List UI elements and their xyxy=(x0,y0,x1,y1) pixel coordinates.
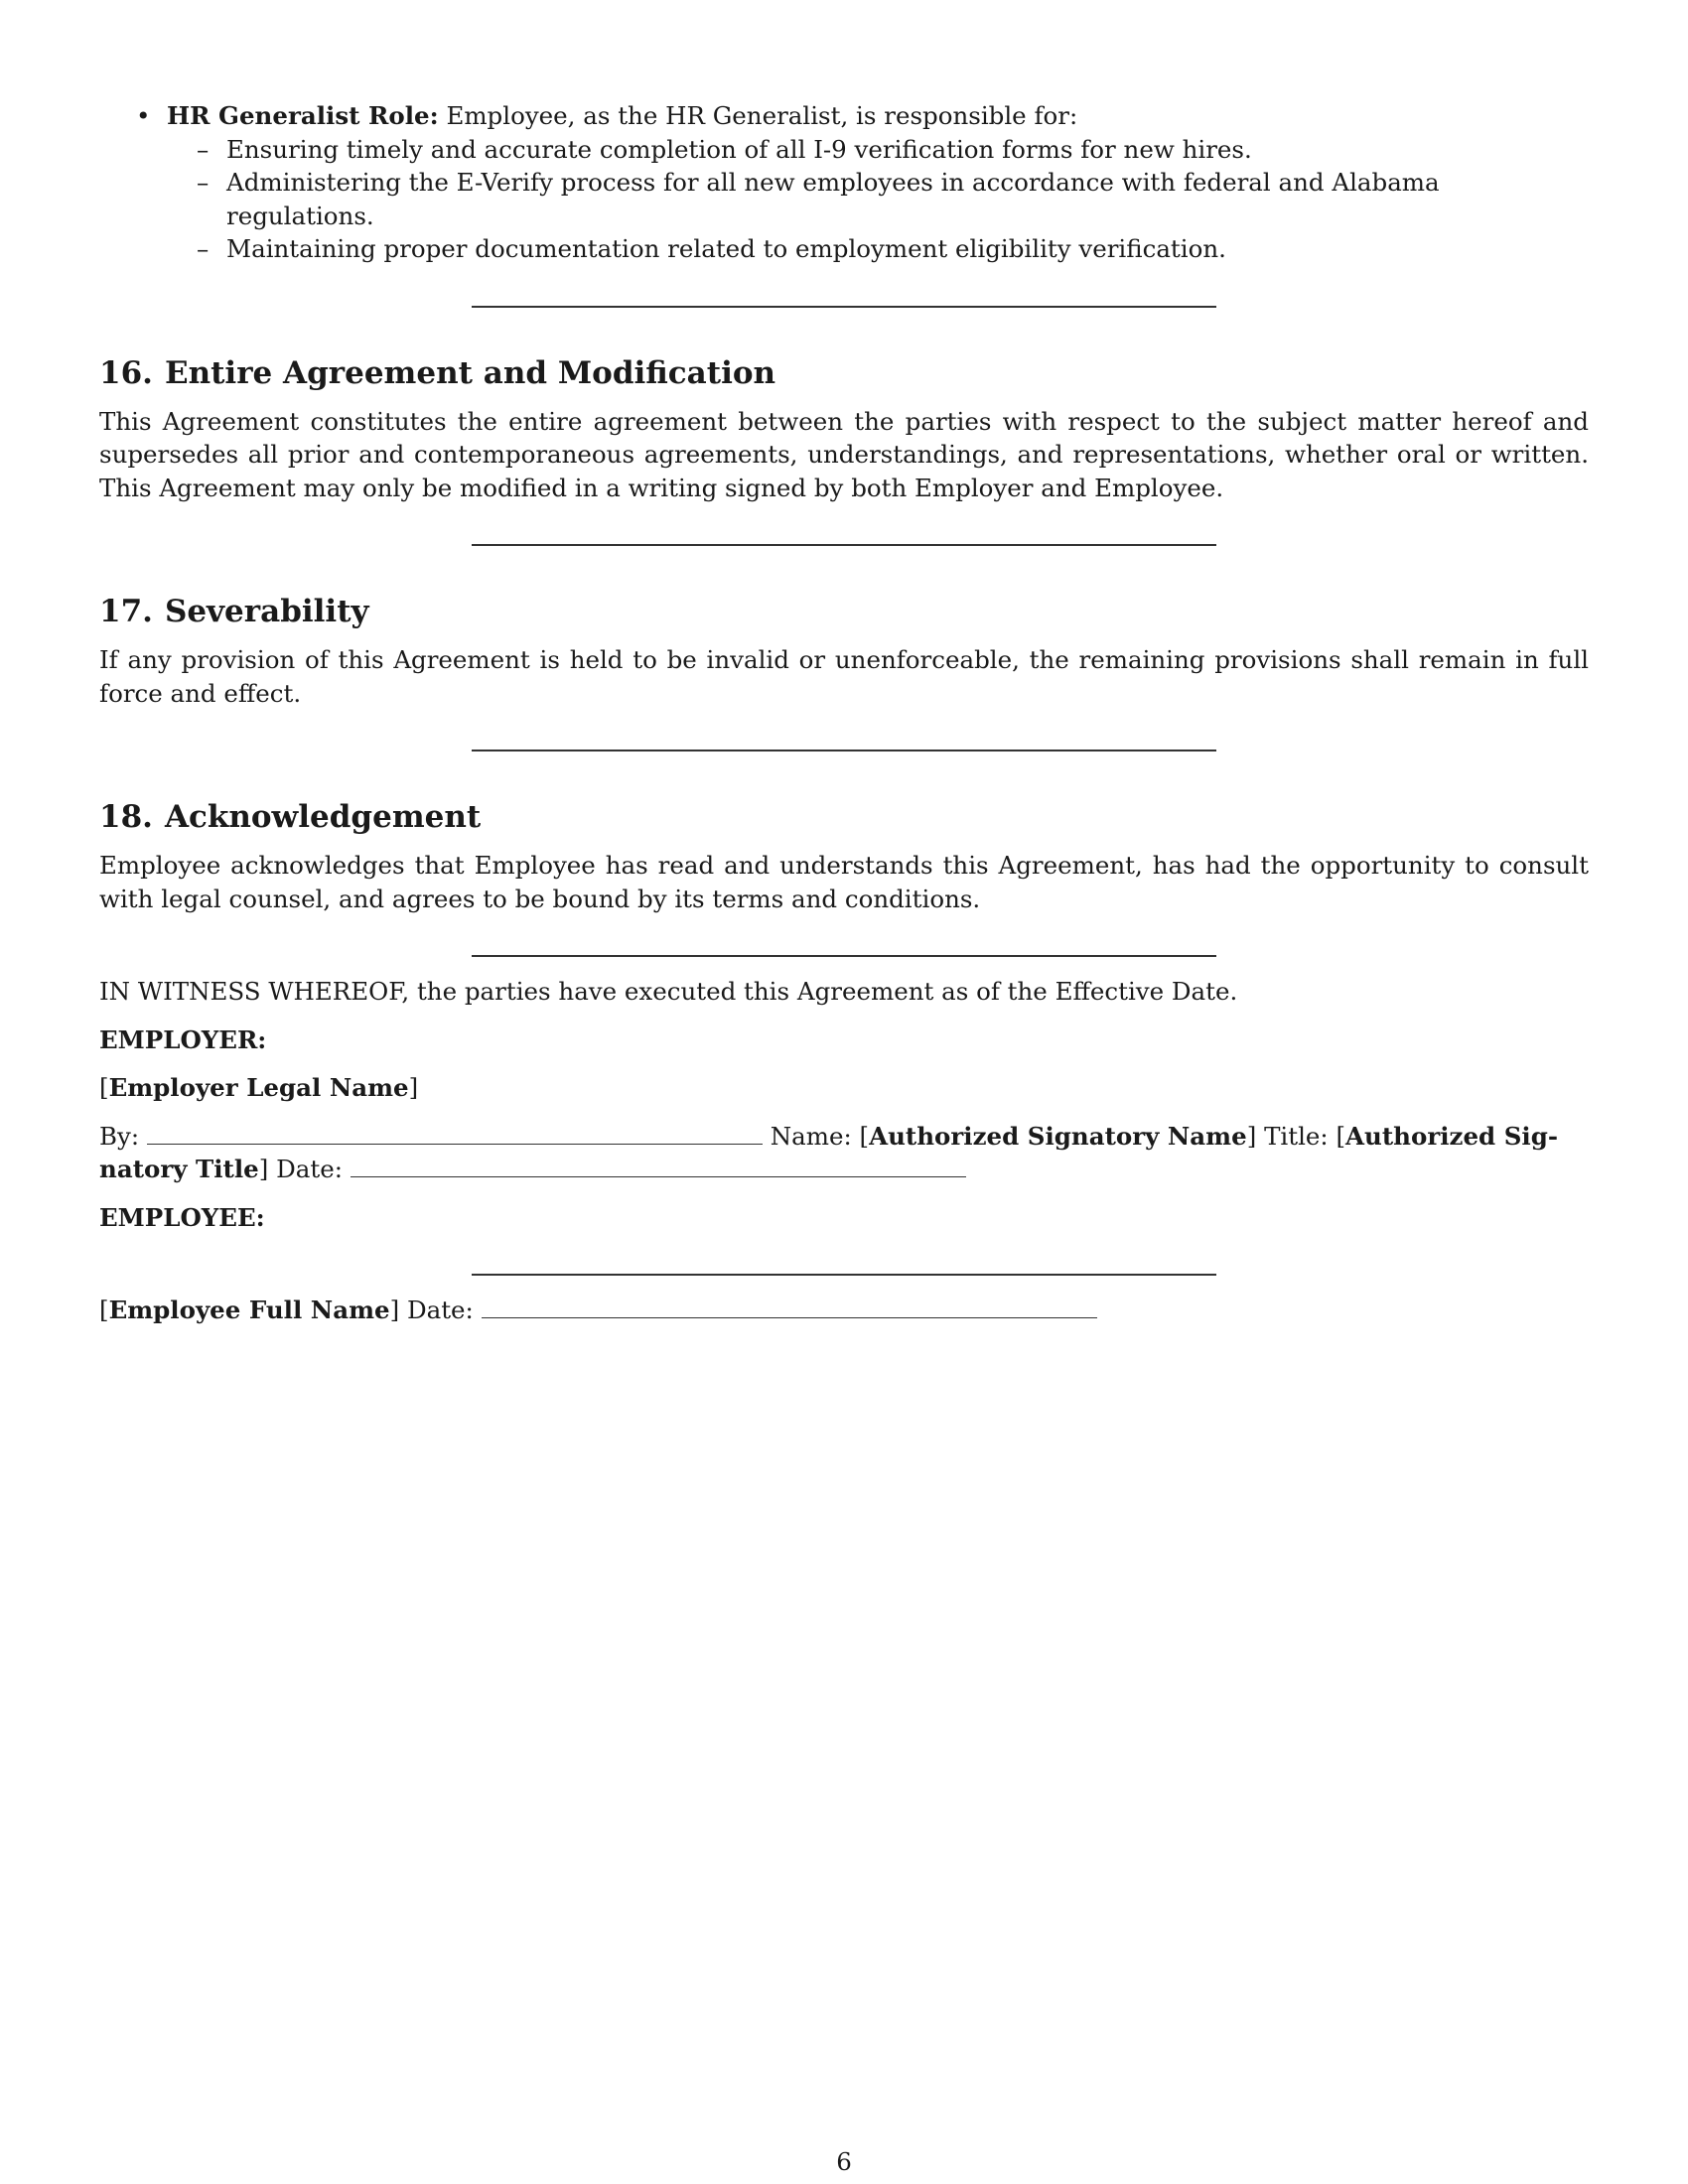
section-heading xyxy=(99,592,1589,631)
section-number: 17. xyxy=(99,594,153,629)
section-title: Entire Agreement and Modification xyxy=(164,354,776,391)
employer-name: Employer Legal Name xyxy=(108,1073,409,1102)
employee-signature-line[interactable] xyxy=(472,1274,1216,1276)
by-label: By: xyxy=(99,1121,140,1151)
signatory-title-continued: natory Title xyxy=(99,1155,259,1183)
employee-name: Employee Full Name xyxy=(108,1296,390,1324)
section-divider xyxy=(472,306,1216,308)
hr-role-label: HR Generalist Role: xyxy=(167,101,439,130)
section-divider xyxy=(472,544,1216,546)
employee-date-line[interactable] xyxy=(482,1296,1097,1318)
bullet-icon: • xyxy=(136,101,151,130)
name-label: Name: xyxy=(770,1121,852,1151)
section-body: This Agreement constitutes the entire agreement between the parties with respect to the subject matter hereof and supersedes all prior and contemporaneous agreements, understandings, and representations, whether oral or written. This Agreement may only be modified in a writing signed by both Employer and Employee. xyxy=(99,406,1589,502)
section-title: Severability xyxy=(164,594,369,629)
witness-statement: IN WITNESS WHEREOF, the parties have executed this Agreement as of the Effective Date. xyxy=(99,977,1238,1006)
signatory-title: Authorized Sig- xyxy=(1345,1121,1559,1151)
document-page xyxy=(99,99,1589,1327)
hr-duty-text: Ensuring timely and accurate completion of all I-9 verification forms for new hires. xyxy=(226,134,1252,164)
employee-name-line: [Employee Full Name] Date: xyxy=(99,1294,1589,1327)
employee-heading: EMPLOYEE: xyxy=(99,1202,265,1232)
hr-role-list xyxy=(99,99,1589,266)
section-title: Acknowledgement xyxy=(164,799,482,835)
employer-name-line: [Employer Legal Name] xyxy=(99,1073,419,1102)
hr-duties-list xyxy=(167,133,1589,266)
dash-icon: – xyxy=(197,134,210,164)
section-body: Employee acknowledges that Employee has read and understands this Agreement, has had the opportunity to consult with legal counsel, and agrees to be bound by its terms and conditions. xyxy=(99,851,1589,913)
hr-role-intro: Employee, as the HR Generalist, is responsible for: xyxy=(446,101,1078,130)
section-number: 18. xyxy=(99,799,153,835)
section-body: If any provision of this Agreement is held to be invalid or unenforceable, the remaining provisions shall remain in full force and effect. xyxy=(99,645,1589,708)
section-divider xyxy=(472,750,1216,751)
employer-signature-block: By: Name: [Authorized Signatory Name] Title: [Authorized Sig- natory Title] Date: xyxy=(99,1121,1559,1183)
section-heading xyxy=(99,797,1589,837)
employer-signature-line[interactable] xyxy=(147,1122,763,1145)
signatory-name: Authorized Signatory Name xyxy=(869,1121,1247,1151)
title-label: Title: xyxy=(1264,1121,1329,1151)
section-heading xyxy=(99,353,1589,393)
dash-icon: – xyxy=(197,168,210,197)
hr-role-item xyxy=(99,99,1589,266)
date-label: Date: xyxy=(406,1296,474,1324)
hr-duty-item xyxy=(167,133,1589,167)
hr-duty-item xyxy=(167,232,1589,266)
employer-heading: EMPLOYER: xyxy=(99,1024,267,1054)
section-number: 16. xyxy=(99,354,153,391)
hr-duty-item xyxy=(167,166,1589,232)
employer-date-line[interactable] xyxy=(351,1155,966,1177)
section-divider xyxy=(472,955,1216,957)
page-number: 6 xyxy=(836,2147,852,2176)
date-label: Date: xyxy=(276,1155,343,1183)
hr-duty-text: Administering the E-Verify process for all new employees in accordance with federal and Alabama regulations. xyxy=(226,168,1440,230)
hr-duty-text: Maintaining proper documentation related to employment eligibility verification. xyxy=(226,234,1226,263)
dash-icon: – xyxy=(197,234,210,263)
